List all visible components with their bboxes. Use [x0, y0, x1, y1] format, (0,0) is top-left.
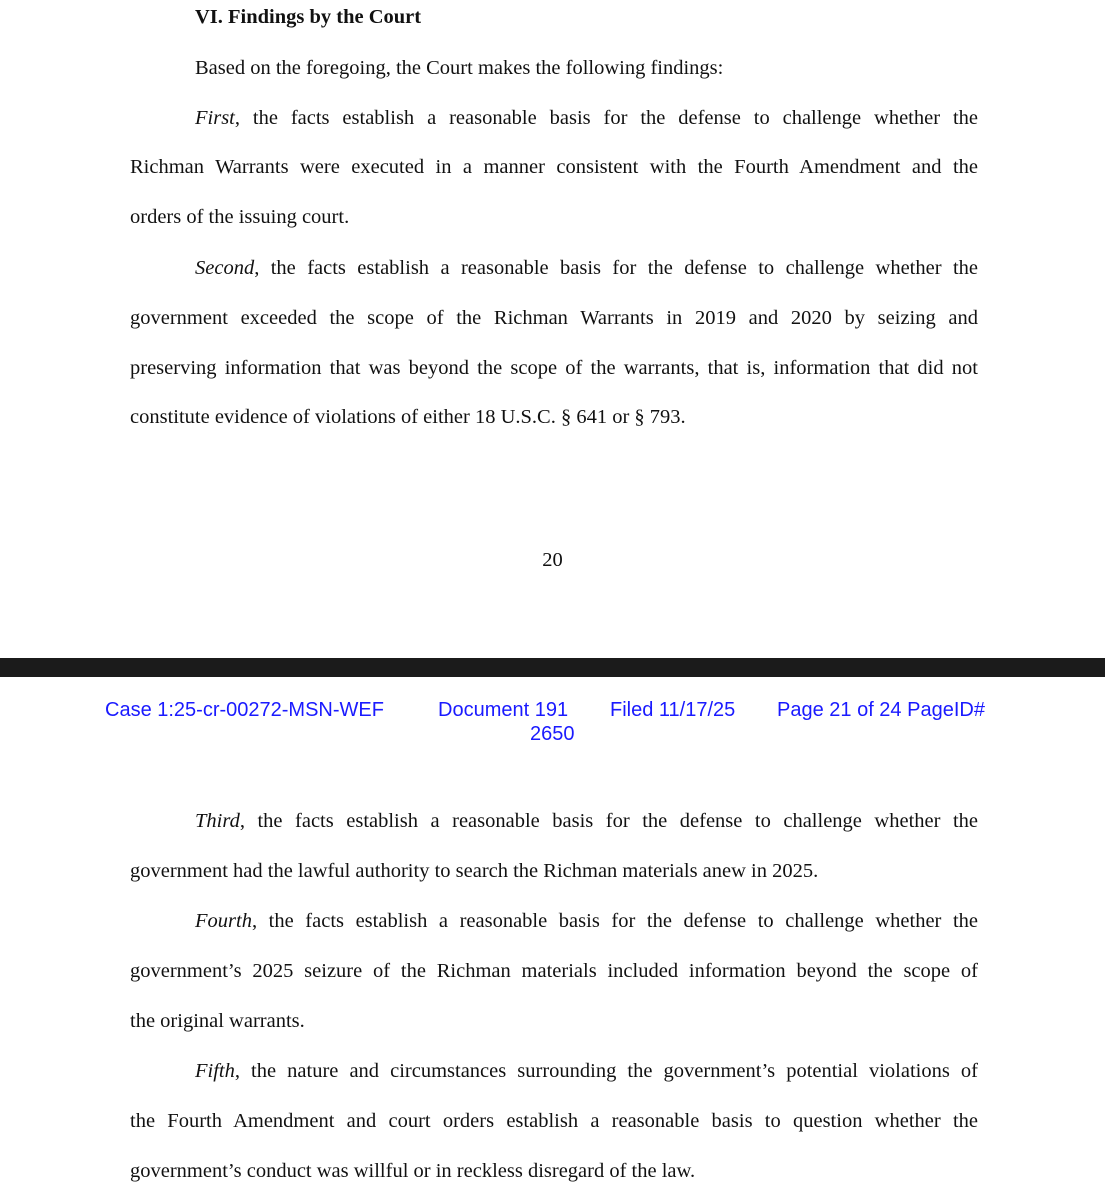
- section-heading: VI. Findings by the Court: [195, 6, 422, 28]
- finding-second-label: Second: [195, 257, 255, 279]
- finding-fourth-line-3: the original warrants.: [130, 1010, 305, 1032]
- finding-fourth-line-2: government’s 2025 seizure of the Richman materials included information beyond the scope of: [130, 960, 978, 982]
- document-number: Document 191: [438, 699, 569, 721]
- page-number: 20: [542, 549, 563, 571]
- finding-third-label: Third: [195, 810, 240, 832]
- finding-first-label: First: [195, 107, 235, 129]
- case-number: Case 1:25-cr-00272-MSN-WEF: [105, 699, 384, 721]
- finding-second-line-3: preserving information that was beyond the scope of the warrants, that is, information that did not: [130, 357, 978, 379]
- page-divider: [0, 658, 1105, 677]
- finding-second-line-4: constitute evidence of violations of either 18 U.S.C. § 641 or § 793.: [130, 406, 686, 428]
- page-id: 2650: [530, 723, 575, 745]
- finding-second-line-2: government exceeded the scope of the Richman Warrants in 2019 and 2020 by seizing and: [130, 307, 978, 329]
- intro-text: Based on the foregoing, the Court makes the following findings:: [195, 57, 724, 79]
- finding-second-line-1: Second, the facts establish a reasonable basis for the defense to challenge whether the: [195, 257, 978, 279]
- finding-fourth-line-1: Fourth, the facts establish a reasonable basis for the defense to challenge whether the: [195, 910, 978, 932]
- finding-fifth-line-3: government’s conduct was willful or in reckless disregard of the law.: [130, 1160, 696, 1182]
- finding-third-line-2: government had the lawful authority to search the Richman materials anew in 2025.: [130, 860, 819, 882]
- finding-third-line-1: Third, the facts establish a reasonable basis for the defense to challenge whether the: [195, 810, 978, 832]
- finding-fifth-line-1: Fifth, the nature and circumstances surrounding the government’s potential violations of: [195, 1060, 978, 1082]
- finding-fifth-line-2: the Fourth Amendment and court orders establish a reasonable basis to question whether the: [130, 1110, 978, 1132]
- finding-fourth-label: Fourth: [195, 910, 252, 932]
- page-info: Page 21 of 24 PageID#: [777, 699, 985, 721]
- finding-fifth-label: Fifth: [195, 1060, 235, 1082]
- finding-first-line-3: orders of the issuing court.: [130, 206, 350, 228]
- finding-first-line-1: First, the facts establish a reasonable basis for the defense to challenge whether the: [195, 107, 978, 129]
- filed-date: Filed 11/17/25: [610, 699, 736, 721]
- finding-first-line-2: Richman Warrants were executed in a manner consistent with the Fourth Amendment and the: [130, 156, 978, 178]
